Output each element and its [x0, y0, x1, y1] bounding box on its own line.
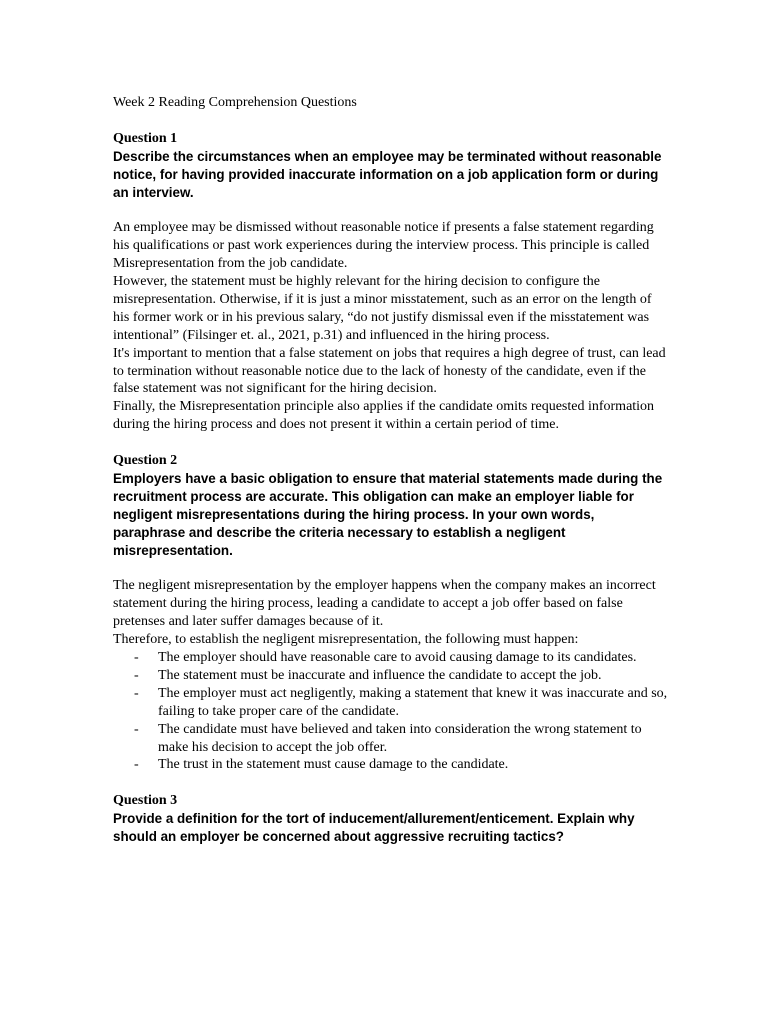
question-2-section [113, 452, 668, 774]
list-item-text: The employer should have reasonable care to avoid causing damage to its candidates. [158, 650, 637, 666]
answer-paragraph: However, the statement must be highly relevant for the hiring decision to configure the misrepresentation. Otherwise, if it is just a minor misstatement, such as an error on the length of his former work or in his previous salary, “do not justify dismissal even if the misstatement was intentional” (Filsinger et. al., 2021, p.31) and influenced in the hiring process. [113, 274, 652, 343]
document-title: Week 2 Reading Comprehension Questions [113, 95, 357, 110]
question-2-heading: Question 2 [113, 453, 178, 469]
list-item-text: The employer must act negligently, making a statement that knew it was inaccurate and so, failing to take proper care of the candidate. [158, 685, 668, 719]
question-3-prompt: Provide a definition for the tort of inducement/allurement/enticement. Explain why should an employer be concerned about aggressive recruiting tactics? [113, 811, 635, 845]
criteria-list [113, 649, 668, 774]
section-spacer [113, 774, 668, 792]
question-1-heading: Question 1 [113, 130, 178, 146]
list-dash: - [134, 721, 139, 737]
list-item [113, 667, 668, 685]
list-item [113, 649, 668, 667]
answer-paragraph: Finally, the Misrepresentation principle also applies if the candidate omits requested information during the hiring process and does not present it within a certain period of time. [113, 399, 655, 433]
question-2-answer [113, 577, 668, 774]
list-item-text: The statement must be inaccurate and influence the candidate to accept the job. [158, 667, 602, 683]
question-1-answer [113, 219, 668, 434]
question-3-section [113, 792, 668, 846]
list-item-text: The trust in the statement must cause damage to the candidate. [158, 757, 509, 773]
list-dash: - [134, 650, 139, 666]
answer-paragraph: It's important to mention that a false statement on jobs that requires a high degree of trust, can lead to termination without reasonable notice due to the lack of honesty of the candidate, even if the false statement was not significant for the hiring decision. [113, 345, 666, 397]
list-item-text: The candidate must have believed and taken into consideration the wrong statement to make his decision to accept the job offer. [158, 721, 642, 755]
answer-paragraph: The negligent misrepresentation by the employer happens when the company makes an incorrect statement during the hiring process, leading a candidate to accept a job offer based on false pretenses and later suffer damages because of it. [113, 578, 656, 630]
list-item [113, 756, 668, 774]
list-item [113, 685, 668, 721]
list-item [113, 721, 668, 757]
list-dash: - [134, 667, 139, 683]
question-3-heading: Question 3 [113, 793, 178, 809]
question-2-prompt: Employers have a basic obligation to ensure that material statements made during the recruitment process are accurate. This obligation can make an employer liable for negligent misrepresentations during the hiring process. In your own words, paraphrase and describe the criteria necessary to establish a negligent misrepresentation. [113, 470, 663, 558]
list-dash: - [134, 685, 139, 701]
section-spacer [113, 434, 668, 452]
question-1-section [113, 130, 668, 434]
answer-paragraph: An employee may be dismissed without reasonable notice if presents a false statement regarding his qualifications or past work experiences during the interview process. This principle is called Misrepresentation from the job candidate. [113, 220, 654, 272]
question-1-prompt: Describe the circumstances when an employee may be terminated without reasonable notice, for having provided inaccurate information on a job application form or during an interview. [113, 148, 662, 200]
answer-paragraph: Therefore, to establish the negligent misrepresentation, the following must happen: [113, 632, 579, 648]
list-dash: - [134, 757, 139, 773]
